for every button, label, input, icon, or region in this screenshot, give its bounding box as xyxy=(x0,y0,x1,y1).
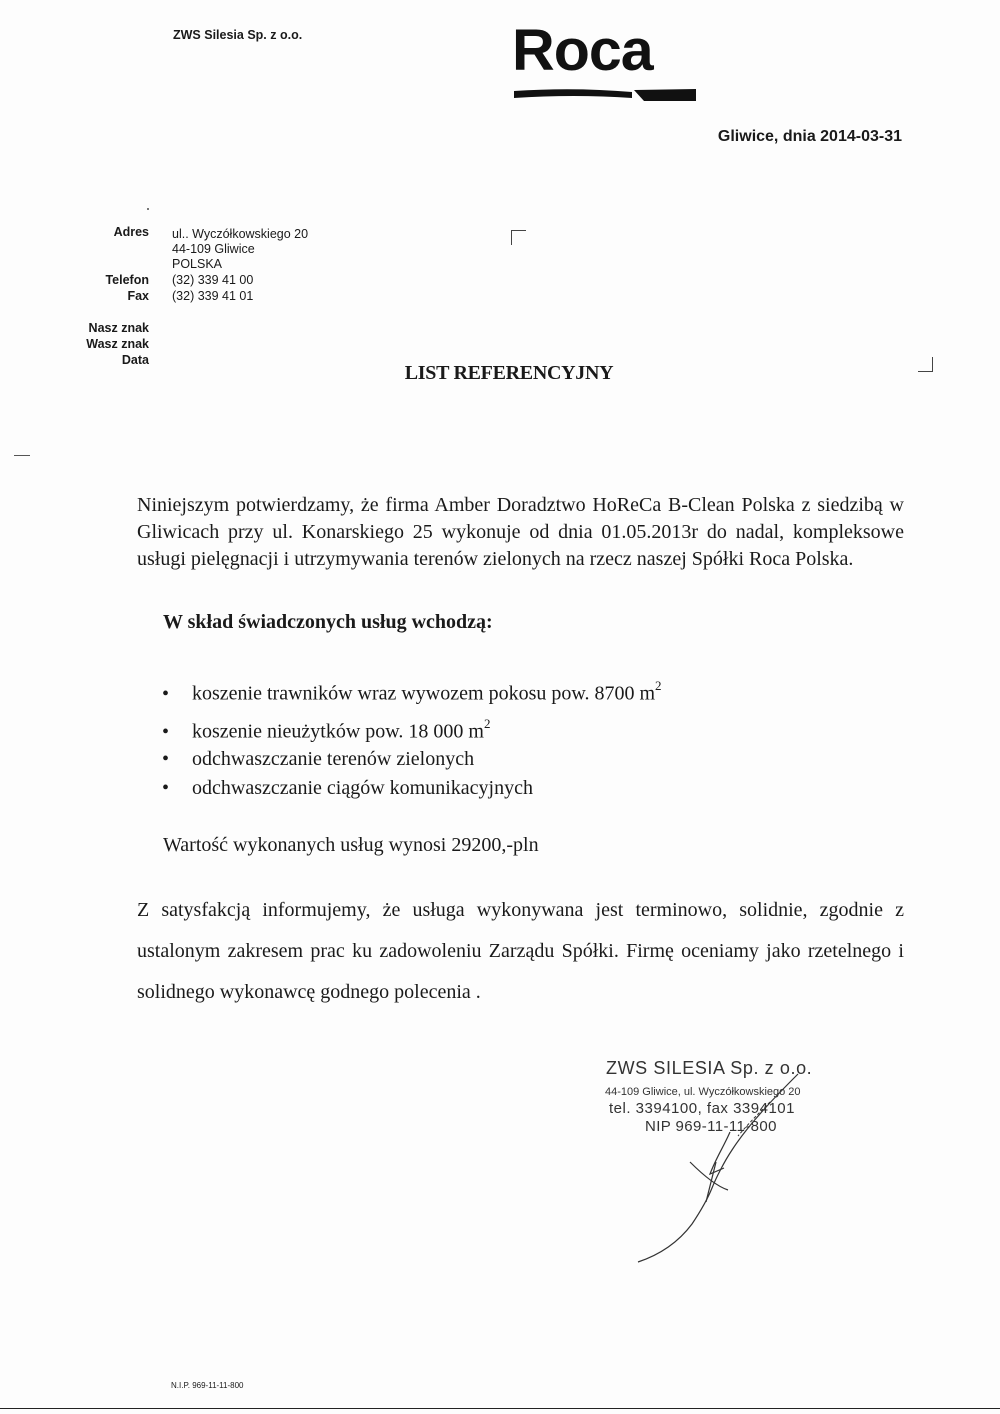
list-item xyxy=(162,777,533,800)
list-item xyxy=(162,718,490,744)
document-title: LIST REFERENCYJNY xyxy=(404,362,614,384)
services-value-line: Wartość wykonanych usług wynosi 29200,-pln xyxy=(163,834,539,856)
phone-label: Telefon xyxy=(105,273,149,287)
list-item xyxy=(162,748,474,771)
address-line-1: ul.. Wyczółkowskiego 20 xyxy=(172,227,309,241)
address-label: Adres xyxy=(113,225,149,239)
date-label: Data xyxy=(121,353,149,367)
phone-value: (32) 339 41 00 xyxy=(172,273,254,287)
service-text: koszenie nieużytków pow. 18 000 m xyxy=(192,720,484,743)
company-name-header: ZWS Silesia Sp. z o.o. xyxy=(173,28,303,42)
handwritten-signature xyxy=(620,1062,820,1272)
roca-logo-wordmark: Roca xyxy=(512,18,653,83)
body-paragraph: Niniejszym potwierdzamy, że firma Amber Doradztwo HoReCa B-Clean Polska z siedzibą w Gliwicach przy ul. Konarskiego 25 wykonuje od dnia 01.05.2013r do nadal, kompleksowe usługi pielęgnacji i utrzymywania terenów zielonych na rzecz naszej Spółki Roca Polska. xyxy=(137,494,904,570)
your-reference-label: Wasz znak xyxy=(86,337,149,351)
bullet-icon: • xyxy=(162,748,170,770)
stamp-phone-fax: tel. 3394100, fax 3394101 xyxy=(609,1100,795,1117)
service-text: odchwaszczanie ciągów komunikacyjnych xyxy=(192,777,533,799)
bottom-edge-line xyxy=(0,1408,1000,1409)
address-window-corner-mark xyxy=(511,230,526,245)
superscript: 2 xyxy=(655,678,662,693)
roca-logo xyxy=(512,18,697,104)
stamp-address: 44-109 Gliwice, ul. Wyczółkowskiego 20 xyxy=(605,1086,801,1098)
service-text: koszenie trawników wraz wywozem pokosu pow. 8700 m xyxy=(192,682,656,705)
superscript: 2 xyxy=(483,716,491,731)
stamp-company-name: ZWS SILESIA Sp. z o.o. xyxy=(606,1058,813,1078)
fold-mark xyxy=(14,455,30,456)
address-line-2: 44-109 Gliwice xyxy=(172,242,255,256)
bullet-icon: • xyxy=(162,682,170,705)
stamp-nip: NIP 969-11-11-800 xyxy=(645,1118,777,1135)
service-text: odchwaszczanie terenów zielonych xyxy=(192,748,475,770)
closing-paragraph: Z satysfakcją informujemy, że usługa wykonywana jest terminowo, solidnie, zgodnie z ustalonym zakresem prac ku zadowoleniu Zarządu Spółki. Firmę oceniamy jako rzetelnego i solidnego wykonawcę godnego polecenia . xyxy=(137,899,904,1003)
place-and-date: Gliwice, dnia 2014-03-31 xyxy=(717,128,902,145)
roca-logo-swoosh-icon xyxy=(514,88,696,102)
address-line-3: POLSKA xyxy=(172,257,223,271)
fax-label: Fax xyxy=(127,289,149,303)
list-item xyxy=(162,680,662,706)
bullet-icon: • xyxy=(162,777,170,799)
footer-nip: N.I.P. 969-11-11-800 xyxy=(171,1381,244,1390)
services-heading: W skład świadczonych usług wchodzą: xyxy=(163,611,493,633)
fax-value: (32) 339 41 01 xyxy=(172,289,254,303)
contact-block xyxy=(0,0,400,380)
bullet-icon: • xyxy=(162,720,170,743)
our-reference-label: Nasz znak xyxy=(88,321,149,335)
